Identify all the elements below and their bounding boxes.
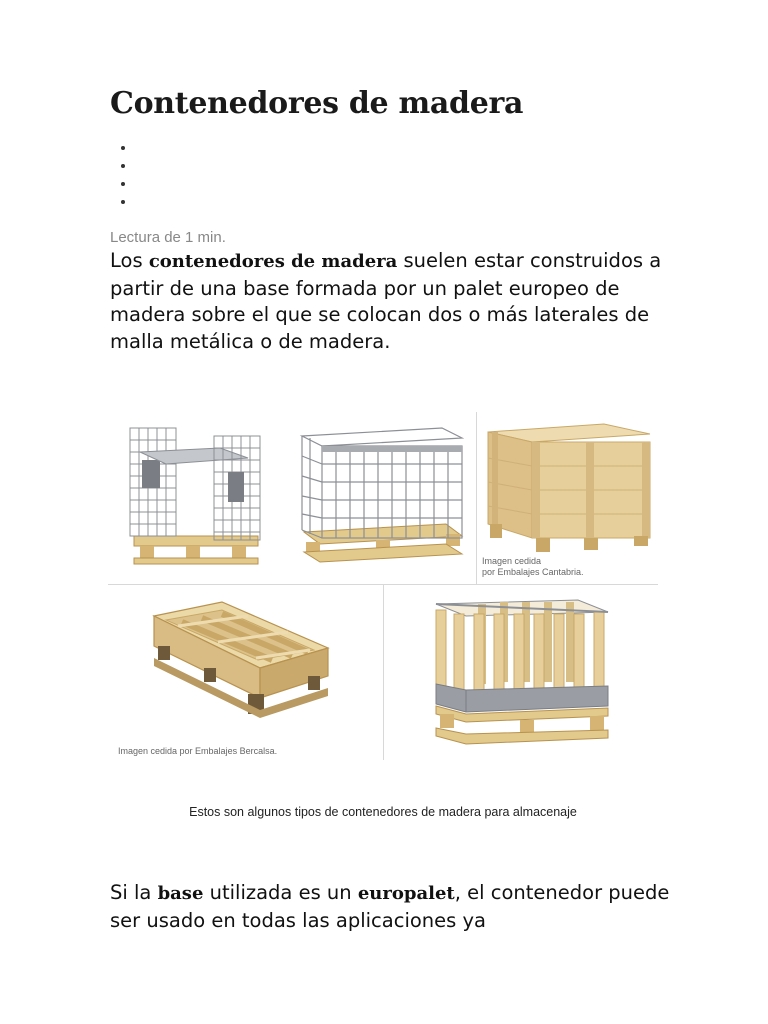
image-credit-bercalsa: Imagen cedida por Embalajes Bercalsa.: [118, 746, 278, 756]
second-paragraph: [110, 880, 670, 934]
para-keyword-europalet: europalet: [357, 883, 455, 904]
toc-bullet-list: [110, 140, 135, 212]
intro-keyword: contenedores de madera: [148, 251, 398, 272]
para-text: utilizada es un: [203, 881, 358, 904]
image-mesh-cage-container: [296, 420, 468, 570]
image-pallet-collar-box: [148, 598, 332, 734]
intro-text-pre: Los: [110, 249, 149, 272]
intro-text-post: suelen estar construidos a partir de una base formada por un palet europeo de madera sobre el que se colocan dos o más laterales de malla metálica o de madera.: [110, 249, 662, 353]
para-text: Si la: [110, 881, 158, 904]
read-time: Lectura de 1 min.: [110, 229, 226, 246]
image-wooden-slat-container: [430, 596, 614, 752]
para-keyword-base: base: [157, 883, 204, 904]
image-credit-cantabria: [482, 556, 584, 578]
image-wooden-crate: [484, 420, 654, 560]
image-mesh-sides-container: [120, 418, 270, 578]
figure-divider-vertical: [476, 412, 477, 584]
intro-paragraph: [110, 248, 670, 355]
figure-caption: Estos son algunos tipos de contenedores de madera para almacenaje: [189, 805, 577, 819]
credit-line: por Embalajes Cantabria.: [482, 567, 584, 577]
page-title: Contenedores de madera: [110, 86, 524, 121]
credit-line: Imagen cedida: [482, 556, 542, 566]
para-text: , el contenedor puede ser usado en todas las aplicaciones ya: [110, 881, 670, 932]
figure-divider-vertical: [383, 585, 384, 760]
